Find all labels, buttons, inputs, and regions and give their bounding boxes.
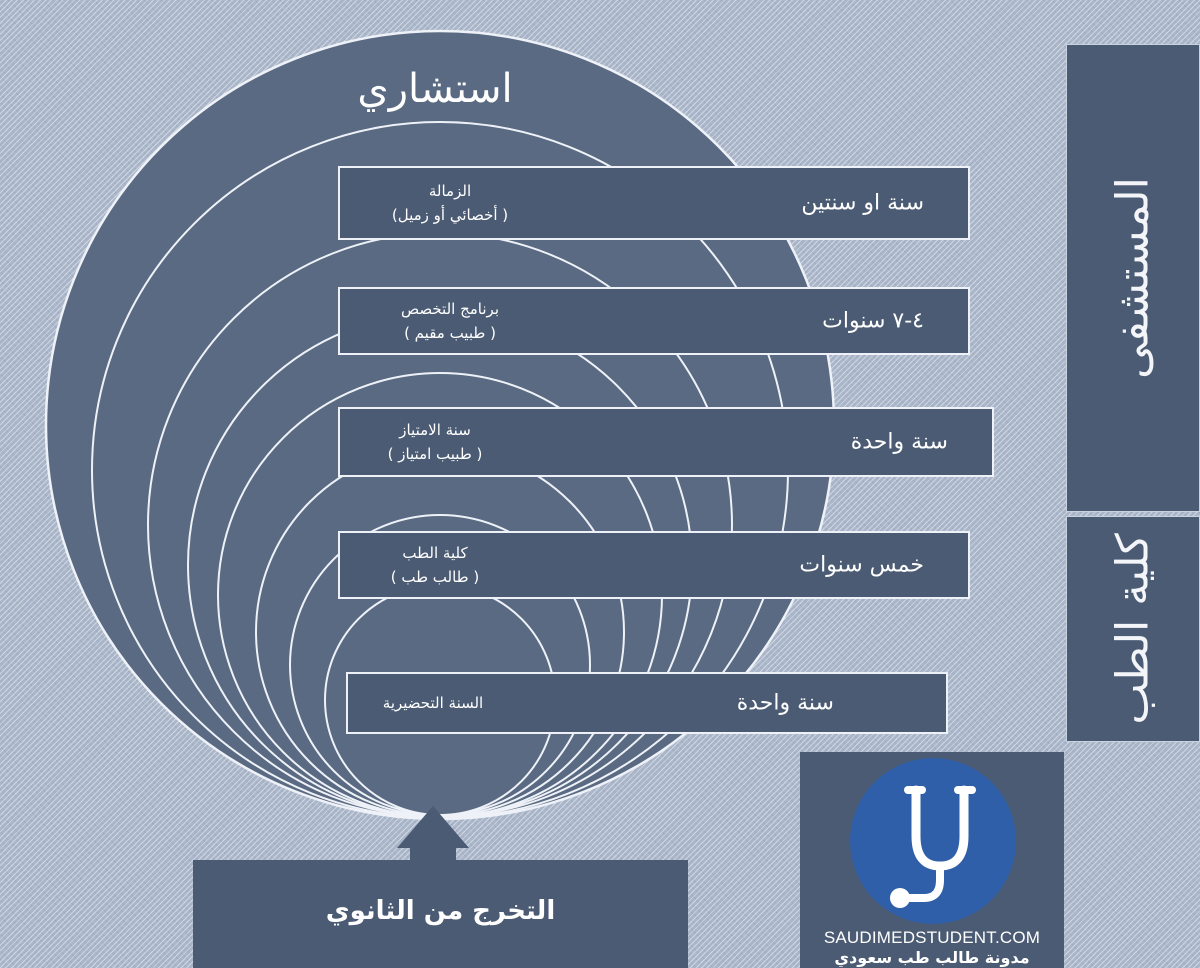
- stage-info: [358, 691, 508, 715]
- stage-bar-fellowship: [338, 166, 970, 240]
- stage-name: برنامج التخصص: [400, 300, 499, 318]
- stage-role: ( طبيب مقيم ): [404, 324, 496, 342]
- stage-role: ( طالب طب ): [390, 568, 480, 586]
- up-arrow-icon: [397, 806, 469, 848]
- stage-info: [360, 418, 510, 466]
- stethoscope-icon: [850, 758, 1016, 924]
- stage-bar-medical-school: [338, 531, 970, 599]
- site-logo: [800, 752, 1064, 968]
- stage-role: ( طبيب امتياز ): [387, 445, 483, 463]
- stage-duration: ٤-٧ سنوات: [822, 308, 924, 334]
- hospital-panel: [1066, 44, 1200, 512]
- stage-name: كلية الطب: [402, 544, 468, 562]
- logo-url-text: SAUDIMEDSTUDENT.COM: [823, 928, 1041, 947]
- stage-duration: سنة واحدة: [850, 429, 948, 455]
- logo-tagline: مدونة طالب طب سعودي: [834, 948, 1030, 967]
- stage-name: السنة التحضيرية: [382, 694, 484, 712]
- stage-info: [370, 541, 500, 589]
- stage-bar-internship: [338, 407, 994, 477]
- stage-info: [360, 297, 540, 345]
- stage-bar-prep-year: [346, 672, 948, 734]
- stage-name: الزمالة: [428, 182, 472, 200]
- stage-role: ( أخصائي أو زميل): [391, 206, 509, 224]
- medical-school-panel: [1066, 516, 1200, 742]
- stage-bar-residency: [338, 287, 970, 355]
- high-school-graduation-label: التخرج من الثانوي: [325, 896, 556, 926]
- stage-name: سنة الامتياز: [399, 421, 471, 439]
- hospital-label: المستشفى: [1107, 177, 1159, 379]
- stage-duration: سنة واحدة: [736, 690, 834, 716]
- stage-duration: سنة او سنتين: [801, 190, 924, 216]
- high-school-graduation-box: [193, 860, 688, 968]
- medical-school-label: كلية الطب: [1107, 533, 1159, 725]
- stage-duration: خمس سنوات: [799, 552, 924, 578]
- stage-info: [360, 179, 540, 227]
- consultant-title: استشاري: [357, 66, 513, 112]
